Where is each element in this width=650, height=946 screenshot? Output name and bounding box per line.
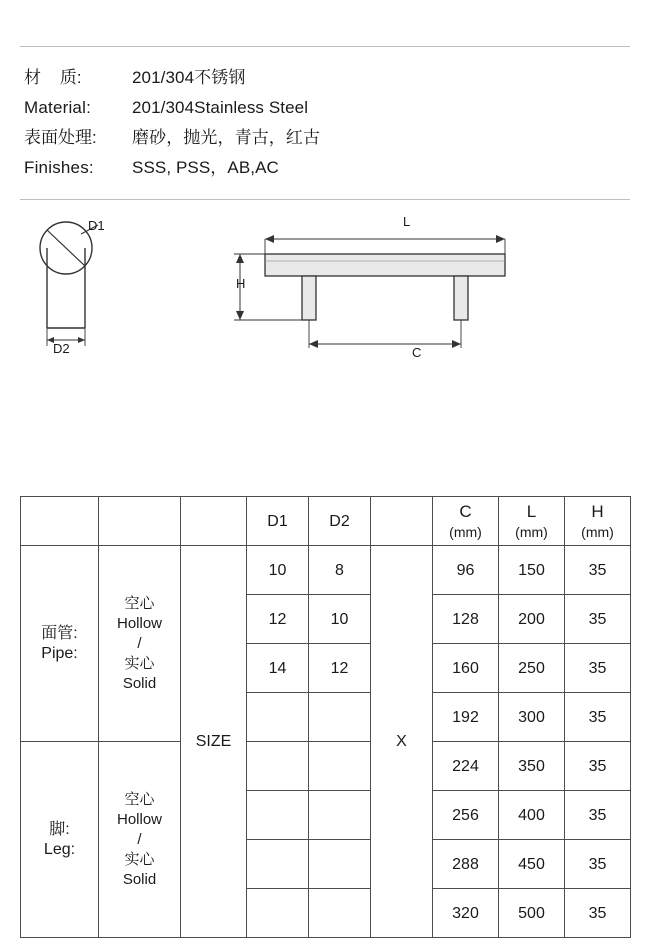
- group-type-pipe-1: Hollow: [116, 614, 162, 632]
- cell-d2-5: [309, 742, 371, 791]
- header-h: [565, 497, 631, 546]
- group-label-pipe-en: Pipe:: [41, 644, 78, 662]
- spec-row-finishes-cn: [24, 123, 630, 153]
- label-d2: D2: [53, 341, 70, 356]
- spec-value-material-cn: 201/304不锈钢: [132, 68, 246, 87]
- group-label-pipe: [21, 546, 99, 742]
- group-type-pipe-0: 空心: [124, 594, 155, 612]
- spec-value-finishes-cn: 磨砂，抛光，青古，红古: [132, 128, 321, 147]
- spec-value-material-en: 201/304Stainless Steel: [132, 98, 309, 117]
- spec-label-finishes-cn: 表面处理:: [24, 128, 97, 147]
- group-label-leg: [21, 742, 99, 938]
- cell-d1-8: [247, 889, 309, 938]
- cell-d1-1: 10: [247, 546, 309, 595]
- cell-h-4: 35: [565, 693, 631, 742]
- header-blank-1: [21, 497, 99, 546]
- divider-top: [20, 46, 630, 47]
- specification-table: [20, 496, 630, 938]
- cell-h-3: 35: [565, 644, 631, 693]
- cell-c-4: 192: [433, 693, 499, 742]
- group-type-leg-0: 空心: [124, 790, 155, 808]
- cell-c-5: 224: [433, 742, 499, 791]
- cell-d2-3: 12: [309, 644, 371, 693]
- header-d2: D2: [309, 497, 371, 546]
- end-view-drawing: [26, 218, 146, 368]
- cell-l-7: 450: [499, 840, 565, 889]
- cell-c-6: 256: [433, 791, 499, 840]
- group-type-pipe: [99, 546, 181, 742]
- table-row: [21, 546, 631, 595]
- group-type-leg-2: /: [137, 830, 142, 848]
- spec-row-finishes-en: [24, 153, 630, 183]
- cell-d1-4: [247, 693, 309, 742]
- cell-d2-7: [309, 840, 371, 889]
- group-type-pipe-4: Solid: [122, 674, 157, 692]
- label-h: H: [236, 276, 246, 291]
- header-blank-4: [371, 497, 433, 546]
- cell-h-5: 35: [565, 742, 631, 791]
- cell-d1-5: [247, 742, 309, 791]
- cell-l-8: 500: [499, 889, 565, 938]
- cell-c-3: 160: [433, 644, 499, 693]
- group-label-leg-cn: 脚:: [49, 820, 70, 838]
- cell-d2-4: [309, 693, 371, 742]
- cell-x: X: [371, 546, 433, 938]
- cell-c-2: 128: [433, 595, 499, 644]
- material-spec-block: [20, 63, 630, 183]
- label-c: C: [412, 345, 422, 360]
- cell-d2-1: 8: [309, 546, 371, 595]
- label-d1: D1: [88, 218, 105, 233]
- cell-h-1: 35: [565, 546, 631, 595]
- cell-l-5: 350: [499, 742, 565, 791]
- cell-h-2: 35: [565, 595, 631, 644]
- group-type-pipe-2: /: [137, 634, 142, 652]
- group-type-pipe-3: 实心: [124, 654, 155, 672]
- header-d1: D1: [247, 497, 309, 546]
- cell-c-8: 320: [433, 889, 499, 938]
- technical-drawing: [20, 206, 630, 381]
- table-header-row: [21, 497, 631, 546]
- cell-l-2: 200: [499, 595, 565, 644]
- cell-h-6: 35: [565, 791, 631, 840]
- spec-value-finishes-en: SSS, PSS，AB,AC: [132, 158, 279, 177]
- header-c: [433, 497, 499, 546]
- header-l: [499, 497, 565, 546]
- header-blank-2: [99, 497, 181, 546]
- spec-label-material-cn: 材 质:: [24, 68, 82, 87]
- cell-d2-8: [309, 889, 371, 938]
- header-h-unit: (mm): [581, 523, 614, 540]
- group-type-leg-3: 实心: [124, 850, 155, 868]
- group-type-leg-4: Solid: [122, 870, 157, 888]
- cell-l-6: 400: [499, 791, 565, 840]
- cell-c-1: 96: [433, 546, 499, 595]
- group-label-pipe-cn: 面管:: [41, 624, 78, 642]
- spec-label-material-en: Material:: [24, 98, 91, 117]
- divider-bottom: [20, 199, 630, 200]
- header-blank-3: [181, 497, 247, 546]
- cell-c-7: 288: [433, 840, 499, 889]
- table-row: [21, 742, 631, 791]
- spec-row-material-en: [24, 93, 630, 123]
- header-c-main: C: [459, 501, 472, 521]
- cell-d2-2: 10: [309, 595, 371, 644]
- cell-l-1: 150: [499, 546, 565, 595]
- cell-h-8: 35: [565, 889, 631, 938]
- cell-d1-2: 12: [247, 595, 309, 644]
- spec-sheet-page: [0, 46, 650, 946]
- label-l: L: [403, 214, 411, 229]
- cell-d1-7: [247, 840, 309, 889]
- cell-l-3: 250: [499, 644, 565, 693]
- cell-h-7: 35: [565, 840, 631, 889]
- spec-row-material-cn: [24, 63, 630, 93]
- cell-d2-6: [309, 791, 371, 840]
- cell-size: SIZE: [181, 546, 247, 938]
- cell-d1-6: [247, 791, 309, 840]
- cell-l-4: 300: [499, 693, 565, 742]
- group-label-leg-en: Leg:: [43, 840, 76, 858]
- header-l-main: L: [526, 501, 537, 521]
- header-c-unit: (mm): [449, 523, 482, 540]
- group-type-leg-1: Hollow: [116, 810, 162, 828]
- group-type-leg: [99, 742, 181, 938]
- header-h-main: H: [591, 501, 604, 521]
- header-l-unit: (mm): [515, 523, 548, 540]
- cell-d1-3: 14: [247, 644, 309, 693]
- front-view-drawing: [220, 214, 540, 369]
- spec-label-finishes-en: Finishes:: [24, 158, 94, 177]
